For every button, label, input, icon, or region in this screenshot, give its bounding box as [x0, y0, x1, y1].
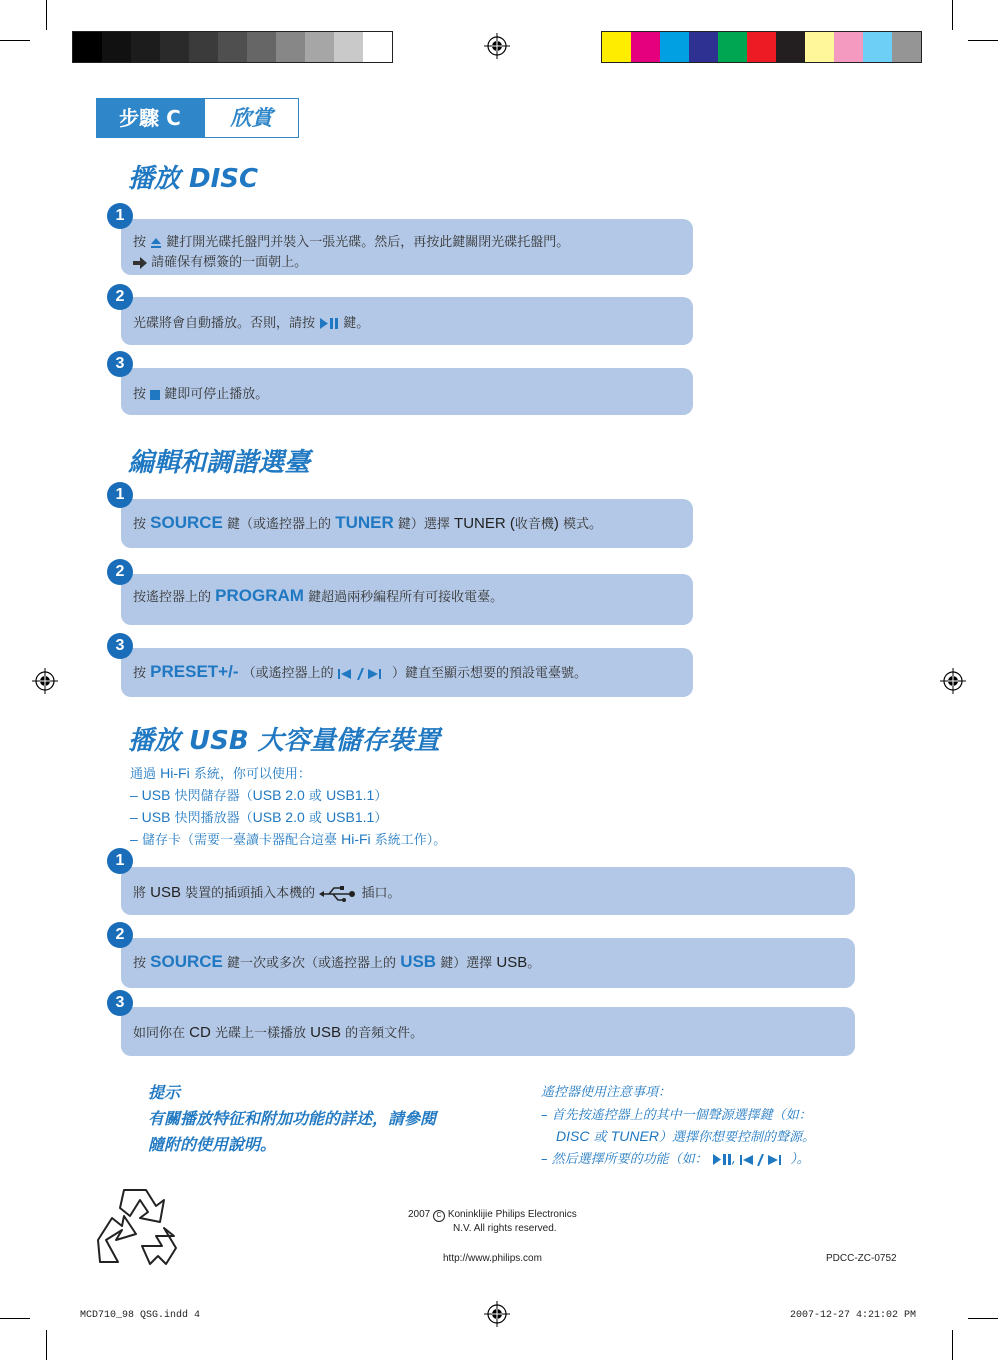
- text: 或: [308, 811, 322, 826]
- text: Hi-Fi: [341, 831, 371, 847]
- text: 鍵一次或多次（或遙控器上的: [227, 956, 397, 971]
- source-key-label: SOURCE: [150, 513, 223, 532]
- color-swatch: [602, 32, 631, 62]
- text: 按: [133, 956, 147, 971]
- color-swatch: [102, 32, 131, 62]
- crop-mark: [968, 40, 998, 41]
- step-number-badge: 3: [107, 990, 133, 1016]
- text: 按: [133, 235, 147, 250]
- color-swatch: [189, 32, 218, 62]
- color-swatch: [276, 32, 305, 62]
- color-swatch: [689, 32, 718, 62]
- step-label-tab: 步驟 C: [96, 98, 204, 138]
- crop-mark: [0, 40, 30, 41]
- text: 按: [133, 517, 147, 532]
- step-note: [133, 251, 307, 270]
- text: 按: [133, 387, 147, 402]
- text: –: [130, 831, 138, 847]
- text: 或: [593, 1130, 607, 1145]
- slug-filename: MCD710_98 QSG.indd 4: [80, 1310, 201, 1321]
- text: 如同你在: [133, 1026, 186, 1041]
- step-text: [133, 586, 503, 606]
- program-key-label: PROGRAM: [215, 586, 304, 605]
- color-swatch: [747, 32, 776, 62]
- text: 模式。: [563, 517, 603, 532]
- step-box: [121, 648, 693, 697]
- color-swatch: [160, 32, 189, 62]
- crop-mark: [46, 0, 47, 30]
- color-swatch: [718, 32, 747, 62]
- prev-next-icon: [338, 668, 388, 680]
- text: USB 2.0: [252, 809, 305, 825]
- section-title-tuner: 編輯和調諧選臺: [128, 448, 311, 478]
- color-swatch: [131, 32, 160, 62]
- text: USB: [496, 954, 528, 971]
- color-swatch: [363, 32, 392, 62]
- text: 裝置的插頭插入本機的: [185, 886, 316, 901]
- eject-icon: [150, 237, 162, 249]
- preset-key-label: PRESET+/-: [150, 662, 239, 681]
- text: 鍵。: [343, 316, 370, 331]
- copyright-symbol-icon: C: [433, 1210, 445, 1222]
- step-text: [133, 882, 400, 902]
- text: TUNER (: [454, 515, 515, 532]
- text: 插口。: [361, 886, 401, 901]
- tuner-key-label: TUNER: [335, 513, 394, 532]
- text: Koninklijie Philips Electronics: [447, 1209, 577, 1220]
- step-text: [133, 312, 369, 331]
- color-swatch: [247, 32, 276, 62]
- crop-mark: [0, 1318, 30, 1319]
- color-swatch: [892, 32, 921, 62]
- step-text: [133, 383, 268, 402]
- text: 鍵）選擇: [397, 517, 450, 532]
- text: Hi-Fi: [160, 765, 190, 781]
- step-box: [121, 867, 855, 915]
- recycle-icon: [94, 1186, 184, 1268]
- text: USB1.1: [326, 787, 375, 803]
- copyright-line: [408, 1209, 577, 1222]
- color-swatch: [73, 32, 102, 62]
- text: DISC: [556, 1128, 590, 1144]
- text: 鍵超過兩秒編程所有可接收電臺。: [308, 590, 504, 605]
- section-title-usb: 播放 USB 大容量儲存裝置: [128, 726, 440, 756]
- text: 按: [133, 666, 147, 681]
- text: 快閃播放器（: [174, 811, 253, 826]
- text: 光碟上一樣播放: [214, 1026, 306, 1041]
- color-swatch: [660, 32, 689, 62]
- registration-mark-icon: [940, 668, 966, 694]
- crop-mark: [46, 1330, 47, 1360]
- text: – USB: [130, 787, 171, 803]
- step-text: [133, 231, 569, 250]
- play-pause-icon: [319, 318, 339, 329]
- text: 鍵即可停止播放。: [164, 387, 269, 402]
- text: ）鍵直至顯示想要的預設電臺號。: [391, 666, 587, 681]
- text: – USB: [130, 809, 171, 825]
- text: ）。: [790, 1152, 810, 1167]
- arrow-right-icon: [133, 257, 147, 269]
- text: 鍵）選擇: [440, 956, 493, 971]
- step-box: [121, 297, 693, 345]
- copyright-line: N.V. All rights reserved.: [453, 1223, 557, 1234]
- step-box: [121, 938, 855, 988]
- text: 系統工作）。: [374, 833, 447, 848]
- tip-title: 提示: [148, 1083, 181, 1102]
- document-code: PDCC-ZC-0752: [826, 1253, 897, 1264]
- tip-text: 有關播放特征和附加功能的詳述，請參閱: [148, 1109, 437, 1128]
- text: ): [553, 515, 559, 532]
- step-number-badge: 3: [107, 351, 133, 377]
- text: 儲存卡（需要一臺讀卡器配合這臺: [141, 833, 337, 848]
- registration-mark-icon: [32, 668, 58, 694]
- tip-text: 隨附的使用說明。: [148, 1135, 277, 1154]
- crop-mark: [952, 1330, 953, 1360]
- color-calibration-bar: [601, 31, 922, 63]
- text: CD: [189, 1024, 211, 1041]
- usb-intro-line: [130, 829, 446, 848]
- usb-intro-line: [130, 763, 311, 782]
- remote-note-line: – 首先按遙控器上的其中一個聲源選擇鍵（如：: [541, 1108, 812, 1123]
- step-text: [133, 952, 540, 972]
- text: USB: [310, 1024, 341, 1041]
- step-box: [121, 499, 693, 548]
- step-box: [121, 574, 693, 625]
- step-box: [121, 1007, 855, 1056]
- step-title-tab: 欣賞: [204, 98, 299, 138]
- section-title-disc: 播放 DISC: [128, 164, 259, 194]
- remote-note-line: [556, 1126, 815, 1145]
- step-number-badge: 2: [107, 559, 133, 585]
- color-swatch: [218, 32, 247, 62]
- play-pause-icon: [712, 1154, 732, 1165]
- text: 2007: [408, 1209, 431, 1220]
- usb-key-label: USB: [400, 952, 437, 971]
- text: 收音機: [514, 517, 554, 532]
- step-number-badge: 2: [107, 284, 133, 310]
- remote-note-line: – 然后選擇所要的功能（如： , ）。: [541, 1152, 810, 1167]
- color-swatch: [776, 32, 805, 62]
- color-swatch: [334, 32, 363, 62]
- step-text: [133, 1022, 423, 1041]
- stop-icon: [150, 390, 160, 400]
- text: 或: [308, 789, 322, 804]
- step-number-badge: 1: [107, 848, 133, 874]
- usb-intro-line: [130, 785, 387, 804]
- text: USB1.1: [326, 809, 375, 825]
- text: USB 2.0: [252, 787, 305, 803]
- step-box: [121, 368, 693, 415]
- text: 。: [527, 956, 541, 971]
- text: ）: [374, 789, 388, 804]
- text: 鍵打開光碟托盤門并裝入一張光碟。然后，再按此鍵關閉光碟托盤門。: [166, 235, 570, 250]
- text: 鍵（或遙控器上的: [227, 517, 332, 532]
- step-number-badge: 1: [107, 482, 133, 508]
- text: ）: [374, 811, 388, 826]
- step-text: [133, 513, 602, 533]
- text: 請確保有標簽的一面朝上。: [151, 255, 308, 270]
- color-swatch: [863, 32, 892, 62]
- text: 將: [133, 886, 147, 901]
- step-box: [121, 219, 693, 275]
- crop-mark: [952, 0, 953, 30]
- text: ）選擇你想要控制的聲源。: [658, 1130, 815, 1145]
- crop-mark: [968, 1318, 998, 1319]
- gray-calibration-bar: [72, 31, 393, 63]
- prev-next-icon: [740, 1154, 786, 1166]
- registration-mark-icon: [484, 33, 510, 59]
- text: 通過: [130, 767, 157, 782]
- step-text: [133, 662, 587, 682]
- text: 光碟將會自動播放。否則，請按: [133, 316, 316, 331]
- text: 系統，你可以使用：: [193, 767, 311, 782]
- step-number-badge: 3: [107, 633, 133, 659]
- slug-timestamp: 2007-12-27 4:21:02 PM: [790, 1310, 917, 1321]
- text: USB: [150, 884, 181, 901]
- registration-mark-icon: [484, 1301, 510, 1327]
- text: – 然后選擇所要的功能（如：: [541, 1152, 708, 1167]
- text: 快閃儲存器（: [174, 789, 253, 804]
- text: （或遙控器上的: [242, 666, 334, 681]
- text: 按遙控器上的: [133, 590, 212, 605]
- color-swatch: [805, 32, 834, 62]
- color-swatch: [305, 32, 334, 62]
- usb-icon: [319, 886, 357, 902]
- color-swatch: [631, 32, 660, 62]
- usb-intro-line: [130, 807, 387, 826]
- website-link[interactable]: http://www.philips.com: [443, 1253, 542, 1264]
- step-number-badge: 2: [107, 922, 133, 948]
- remote-note-title: 遙控器使用注意事項：: [541, 1085, 672, 1100]
- step-number-badge: 1: [107, 203, 133, 229]
- source-key-label: SOURCE: [150, 952, 223, 971]
- text: TUNER: [610, 1128, 659, 1144]
- text: 的音頻文件。: [345, 1026, 424, 1041]
- color-swatch: [834, 32, 863, 62]
